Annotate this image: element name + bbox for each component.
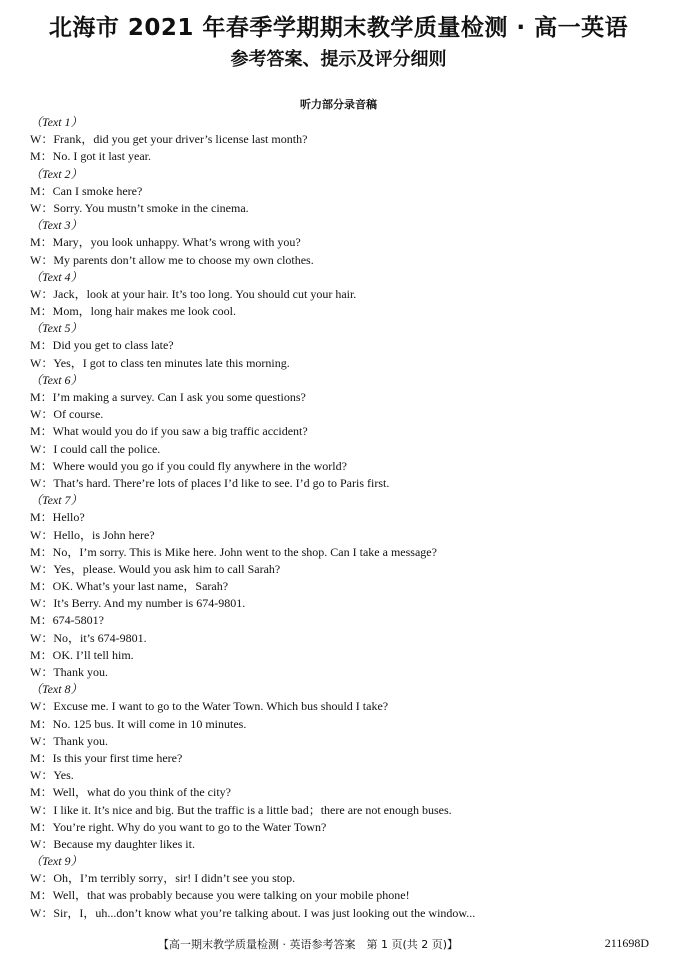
dialogue-line: M：OK. I’ll tell him. (30, 647, 134, 662)
text-label: （Text 7） (30, 493, 83, 508)
dialogue-line: M：Mary，you look unhappy. What’s wrong with you? (30, 235, 301, 250)
dialogue-line: W：No，it’s 674-9801. (30, 630, 147, 645)
dialogue-line: M：No，I’m sorry. This is Mike here. John went to the shop. Can I take a message? (30, 544, 437, 559)
dialogue-line: W：Excuse me. I want to go to the Water Town. Which bus should I take? (30, 699, 389, 714)
text-label: （Text 5） (30, 321, 83, 336)
page-subtitle: 参考答案、提示及评分细则 (230, 49, 447, 70)
dialogue-line: W：I like it. It’s nice and big. But the traffic is a little bad；there are not enough buses. (30, 802, 452, 817)
text-label: （Text 3） (30, 218, 83, 233)
dialogue-line: M：Did you get to class late? (30, 338, 174, 353)
dialogue-line: W：Thank you. (30, 733, 108, 748)
dialogue-line: W：I could call the police. (30, 441, 161, 456)
text-label: （Text 9） (30, 854, 83, 869)
page-title: 北海市 2021 年春季学期期末教学质量检测 · 高一英语 (48, 15, 629, 41)
dialogue-line: M：Mom，long hair makes me look cool. (30, 304, 236, 319)
dialogue-line: W：Frank，did you get your driver’s license last month? (30, 132, 308, 147)
dialogue-line: M：What would you do if you saw a big traffic accident? (30, 424, 308, 439)
footer-page-info: 【高一期末教学质量检测 · 英语参考答案 第 1 页(共 2 页)】 (158, 938, 459, 951)
text-label: （Text 6） (30, 372, 83, 387)
footer-code: 211698D (604, 936, 649, 950)
dialogue-line: M：Can I smoke here? (30, 183, 143, 198)
dialogue-line: W：Yes，I got to class ten minutes late this morning. (30, 355, 290, 370)
dialogue-line: W：Thank you. (30, 665, 108, 679)
page-footer (0, 936, 677, 954)
text-label: （Text 8） (30, 682, 83, 697)
dialogue-line: M：I’m making a survey. Can I ask you some questions? (30, 390, 306, 404)
dialogue-line: W：Jack，look at your hair. It’s too long. You should cut your hair. (30, 286, 357, 301)
dialogue-line: M：Is this your first time here? (30, 750, 183, 765)
dialogue-line: W：Hello，is John here? (30, 527, 155, 542)
section-title: 听力部分录音稿 (300, 98, 377, 111)
dialogue-line: W：Of course. (30, 407, 104, 422)
dialogue-line: M：No. 125 bus. It will come in 10 minutes. (30, 716, 247, 731)
text-label: （Text 4） (30, 269, 83, 284)
dialogue-line: M：Well，that was probably because you were talking on your mobile phone! (30, 888, 410, 903)
text-label: （Text 2） (30, 166, 83, 181)
dialogue-line: W：Yes. (30, 768, 74, 783)
dialogue-line: W：That’s hard. There’re lots of places I’d like to see. I’d go to Paris first. (30, 475, 390, 490)
transcript (30, 114, 670, 922)
dialogue-line: W：Oh，I’m terribly sorry，sir! I didn’t see you stop. (30, 871, 296, 886)
dialogue-line: W：Yes，please. Would you ask him to call Sarah? (30, 561, 281, 576)
dialogue-line: M：674-5801? (30, 613, 104, 628)
dialogue-line: M：Where would you go if you could fly anywhere in the world? (30, 458, 347, 473)
dialogue-line: W：Because my daughter likes it. (30, 836, 195, 851)
dialogue-line: M：You’re right. Why do you want to go to the Water Town? (30, 819, 327, 834)
text-label: （Text 1） (30, 115, 83, 129)
dialogue-line: W：It’s Berry. And my number is 674-9801. (30, 596, 246, 611)
dialogue-line: M：No. I got it last year. (30, 149, 151, 164)
dialogue-line: W：My parents don’t allow me to choose my own clothes. (30, 252, 314, 267)
dialogue-line: W：Sir，I，uh...don’t know what you’re talking about. I was just looking out the window... (30, 905, 476, 920)
dialogue-line: M：Hello? (30, 510, 85, 525)
dialogue-line: W：Sorry. You mustn’t smoke in the cinema. (30, 200, 249, 215)
dialogue-line: M：OK. What’s your last name，Sarah? (30, 579, 229, 594)
dialogue-line: M：Well，what do you think of the city? (30, 785, 232, 800)
